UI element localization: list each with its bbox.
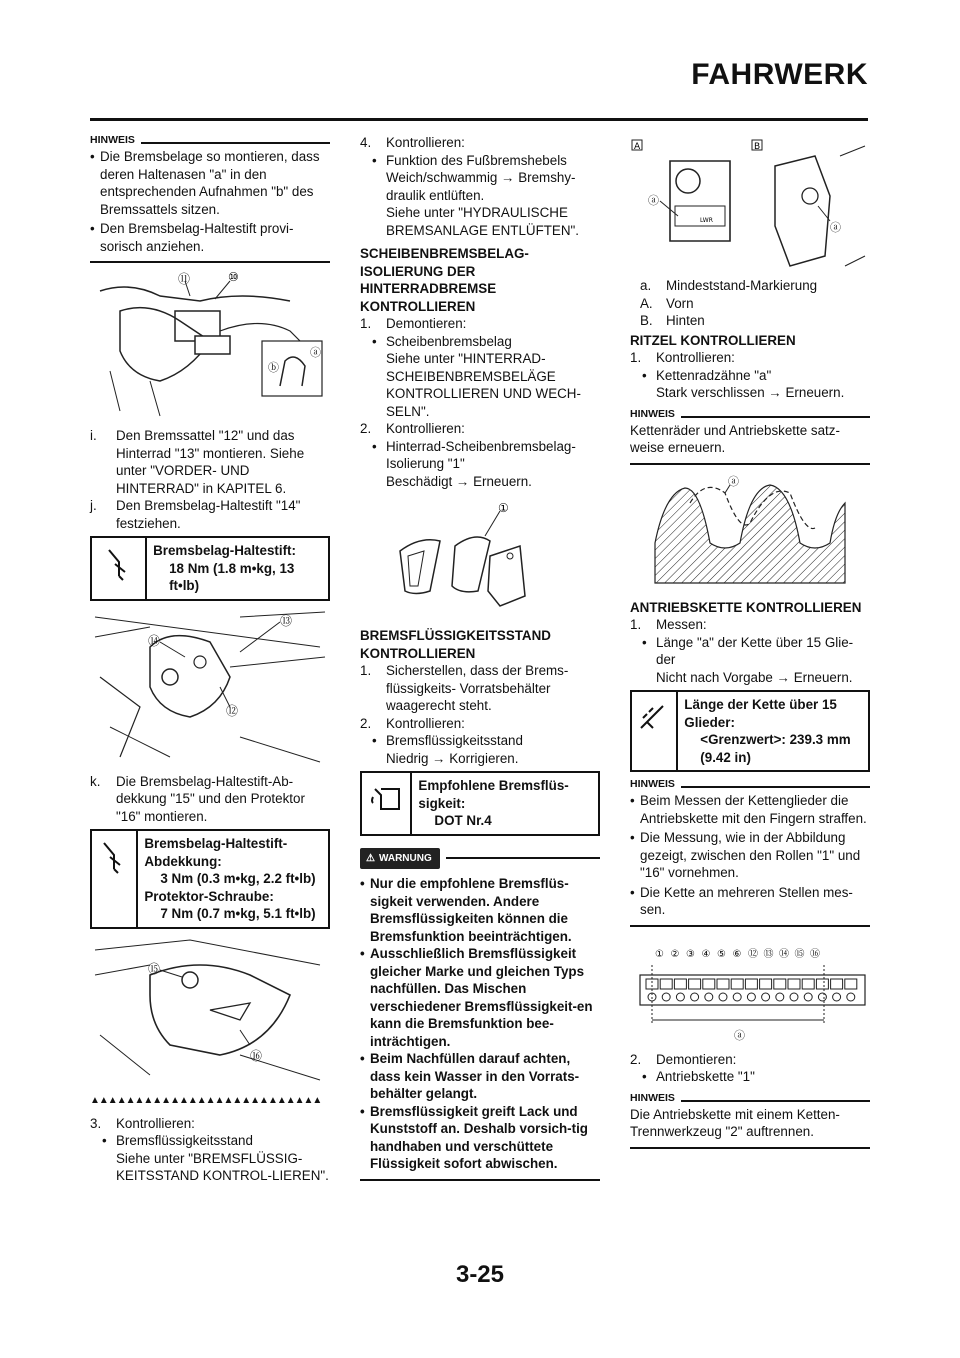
chain-roller xyxy=(691,993,699,1001)
chain-roller-label: ⑬ xyxy=(763,948,774,960)
step-i: i. Den Bremssattel "12" und das Hinterrad "13" montieren. Siehe unter "VORDER- UND HINTERRAD" in KAPITEL 6. xyxy=(90,428,305,496)
limit-spec-box xyxy=(630,690,870,772)
legend-item: a. Mindeststand-Markierung xyxy=(640,278,818,293)
spec-value: 7 Nm (0.7 m•kg, 5.1 ft•lb) xyxy=(160,906,316,921)
fig-label: ⓐ xyxy=(648,194,659,207)
chain-roller-label: ③ xyxy=(686,948,695,960)
column-1 xyxy=(90,134,330,1185)
step-k: k. Die Bremsbelag-Haltestift-Ab-dekkung "15" und den Protektor "16" montieren. xyxy=(90,773,305,824)
step-2: 2. Kontrollieren: xyxy=(360,421,465,436)
step-1: 1. Kontrollieren: xyxy=(630,350,735,365)
chain-roller xyxy=(790,993,798,1001)
step-1: 1. Messen: xyxy=(630,617,707,632)
note-item: • Die Messung, wie in der Abbildung gezeigt, zwischen den Rollen "1" und "16" vornehmen. xyxy=(630,829,870,882)
section-heading: BREMSFLÜSSIGKEITSSTAND KONTROLLIEREN xyxy=(360,628,551,661)
protector-illustration xyxy=(90,935,330,1085)
chain-roller xyxy=(762,993,770,1001)
fig-label: ⑩ xyxy=(228,271,239,284)
svg-text:LWR: LWR xyxy=(700,217,713,224)
hinweis-heading: HINWEIS xyxy=(90,134,330,146)
fig-label: ⑮ xyxy=(148,961,161,976)
section-heading: RITZEL KONTROLLIEREN xyxy=(630,332,796,348)
chain-roller-label: ⑤ xyxy=(717,948,726,960)
chain-link xyxy=(845,979,857,989)
result-text: Niedrig → Korrigieren. xyxy=(386,750,519,766)
step-2: 2. Kontrollieren: xyxy=(360,715,465,731)
chain-roller-label: ⑫ xyxy=(748,948,758,960)
fig-label: ⓑ xyxy=(268,361,279,374)
chain-roller xyxy=(847,993,855,1001)
chain-link xyxy=(731,979,743,989)
chain-link xyxy=(816,979,828,989)
note-end-rule xyxy=(630,925,870,927)
chain-roller-label: ① xyxy=(655,948,664,960)
torque-wrench-icon xyxy=(92,831,138,927)
chain-roller-label: ⑮ xyxy=(794,948,805,960)
fig-label: ① xyxy=(498,501,509,515)
note-item: • Die Kette an mehreren Stellen mes-sen. xyxy=(630,884,870,919)
bullet-item: • Funktion des Fußbremshebels xyxy=(360,152,600,170)
fig-label: ⑬ xyxy=(280,613,293,628)
warning-item: • Nur die empfohlene Bremsflüs-sigkeit verwenden. Andere Bremsflüssigkeiten können die Bremsfunktion beeinträchtigen. xyxy=(360,875,600,945)
chain-roller xyxy=(818,993,826,1001)
chain-link xyxy=(774,979,786,989)
spec-title: Protektor-Schraube: xyxy=(144,888,274,904)
torque-spec-box xyxy=(90,829,330,929)
chain-roller-label: ② xyxy=(670,948,680,960)
chain-roller xyxy=(747,993,755,1001)
chain-link xyxy=(717,979,729,989)
fig-label: ⓐ xyxy=(310,346,321,359)
note-end-rule xyxy=(630,463,870,465)
end-marker-triangles: ▲▲▲▲▲▲▲▲▲▲▲▲▲▲▲▲▲▲▲▲▲▲▲▲▲▲ xyxy=(90,1094,322,1106)
chain-roller-label: ⑥ xyxy=(732,948,742,960)
chain-link xyxy=(788,979,800,989)
note-text: Kettenräder und Antriebskette satz-weise erneuern. xyxy=(630,422,840,455)
fig-tag: A xyxy=(634,142,641,152)
chain-link xyxy=(646,979,658,989)
chain-link xyxy=(745,979,757,989)
spec-title: Länge der Kette über 15 Glieder: xyxy=(684,697,837,730)
fig-tag: B xyxy=(754,142,761,152)
step-4: 4. Kontrollieren: xyxy=(360,135,465,150)
step-2: 2. Demontieren: xyxy=(630,1051,737,1067)
section-heading: SCHEIBENBREMSBELAG-ISOLIERUNG DER HINTERRADBREMSE KONTROLLIEREN xyxy=(360,246,529,314)
spec-value: 3 Nm (0.3 m•kg, 2.2 ft•lb) xyxy=(160,871,316,886)
reference-text: Siehe unter "HYDRAULISCHE BREMSANLAGE ENTLÜFTEN". xyxy=(386,205,580,238)
legend-item: A. Vorn xyxy=(640,295,694,311)
warning-badge: ⚠ WARNUNG xyxy=(360,848,440,870)
result-text: Stark verschlissen → Erneuern. xyxy=(656,385,845,400)
warning-heading xyxy=(360,848,600,870)
result-text: Beschädigt → Erneuern. xyxy=(386,473,532,489)
result-text: Weich/schwammig → Bremshy-draulik entlüften. xyxy=(386,170,576,203)
chain-roller xyxy=(676,993,684,1001)
caliper-pad-illustration xyxy=(90,271,330,421)
chain-roller-label: ⑭ xyxy=(779,948,789,960)
note-end-rule xyxy=(630,1147,870,1149)
hinweis-heading: HINWEIS xyxy=(630,408,870,420)
torque-spec-box xyxy=(90,536,330,601)
header-rule xyxy=(90,118,868,121)
note-item: • Die Bremsbelage so montieren, dass deren Haltenasen "a" in den entsprechenden Aufnahmen "b" des Bremssattels sitzen. xyxy=(90,148,330,218)
chain-link xyxy=(831,979,843,989)
spec-title: Empfohlene Bremsflüs-sigkeit: xyxy=(418,778,569,811)
bullet-item: • Bremsflüssigkeitsstand xyxy=(360,732,600,750)
chain-roller xyxy=(776,993,784,1001)
hinweis-heading: HINWEIS xyxy=(630,778,870,790)
column-2 xyxy=(360,134,600,1189)
bullet-item: • Kettenradzähne "a" xyxy=(630,367,870,385)
legend-item: B. Hinten xyxy=(640,313,705,328)
note-item: • Den Bremsbelag-Haltestift provi-sorisch anziehen. xyxy=(90,220,330,255)
note-text: Die Antriebskette mit einem Ketten-Trennwerkzeug "2" auftrennen. xyxy=(630,1106,840,1139)
result-text: Nicht nach Vorgabe → Erneuern. xyxy=(656,669,853,685)
warning-item: • Beim Nachfüllen darauf achten, dass kein Wasser in den Vorrats-behälter gelangt. xyxy=(360,1050,600,1103)
bullet-item: • Bremsflüssigkeitsstand xyxy=(90,1132,330,1150)
warning-icon: ⚠ xyxy=(366,852,375,864)
fig-label: ⑭ xyxy=(148,633,161,648)
chain-link xyxy=(660,979,672,989)
bullet-item: • Länge "a" der Kette über 15 Glie-der xyxy=(630,634,870,669)
step-1: 1. Demontieren: xyxy=(360,316,467,331)
warning-item: • Bremsflüssigkeit greift Lack und Kunststoff an. Deshalb vorsich-tig handhaben und verschüttete Flüssigkeit sofort abwischen. xyxy=(360,1103,600,1173)
torque-wrench-icon xyxy=(92,538,147,599)
page-number: 3-25 xyxy=(455,1261,505,1288)
page-title: FAHRWERK xyxy=(691,58,868,91)
note-end-rule xyxy=(90,261,330,263)
oil-can-icon xyxy=(362,773,412,834)
reference-text: Siehe unter "BREMSFLÜSSIG-KEITSSTAND KONTROL-LIEREN". xyxy=(116,1150,329,1183)
bullet-item: • Hinterrad-Scheibenbremsbelag-Isolierung "1" xyxy=(360,438,600,473)
fig-label: ⑪ xyxy=(178,272,191,286)
chain-link xyxy=(674,979,686,989)
step-j: j. Den Bremsbelag-Haltestift "14" festziehen. xyxy=(90,498,301,531)
spec-value: 18 Nm (1.8 m•kg, 13 ft•lb) xyxy=(169,560,295,593)
chain-link xyxy=(802,979,814,989)
fig-label: ⓐ xyxy=(830,221,841,234)
step-1: 1. Sicherstellen, dass der Brems-flüssigkeits- Vorratsbehälter waagerecht steht. xyxy=(360,663,569,713)
dimension-label: ⓐ xyxy=(734,1028,745,1042)
chain-roller xyxy=(719,993,727,1001)
chain-roller-label: ④ xyxy=(701,948,711,960)
chain-roller xyxy=(705,993,713,1001)
caliper-mounted-illustration xyxy=(90,607,330,767)
column-3 xyxy=(630,134,870,1157)
spec-title: Bremsbelag-Haltestift: xyxy=(153,543,296,558)
spec-value: DOT Nr.4 xyxy=(434,813,492,828)
chain-roller xyxy=(662,993,670,1001)
chain-roller xyxy=(804,993,812,1001)
caliper-gauge-icon xyxy=(632,692,678,770)
warning-item: • Ausschließlich Bremsflüssigkeit gleicher Marke und gleichen Typs nachfüllen. Das Mischen verschiedener Bremsflüssigkeit-en kann die Bremsfunktion bee-inträchtigen. xyxy=(360,945,600,1050)
spec-value: <Grenzwert>: 239.3 mm (9.42 in) xyxy=(700,732,851,765)
fluid-reservoir-illustration xyxy=(630,136,870,271)
bullet-item: • Antriebskette "1" xyxy=(630,1068,870,1086)
chain-measurement-illustration xyxy=(630,935,870,1045)
step-3: 3. Kontrollieren: xyxy=(90,1115,195,1131)
fig-label: ⓐ xyxy=(728,474,739,488)
section-heading: ANTRIEBSKETTE KONTROLLIEREN xyxy=(630,599,862,615)
spec-title: Bremsbelag-Haltestift-Abdekkung: xyxy=(144,836,288,869)
hinweis-heading: HINWEIS xyxy=(630,1092,870,1104)
chain-link xyxy=(760,979,772,989)
chain-roller xyxy=(733,993,741,1001)
reference-text: Siehe unter "HINTERRAD-SCHEIBENBREMSBELÄGE KONTROLLIEREN UND WECH-SELN". xyxy=(386,351,581,419)
bullet-item: • Scheibenbremsbelag xyxy=(360,333,600,351)
fig-label: ⑯ xyxy=(250,1048,263,1063)
chain-link xyxy=(689,979,701,989)
brake-pad-insulator-illustration xyxy=(360,496,600,621)
warning-end-rule xyxy=(360,1179,600,1181)
fluid-spec-box xyxy=(360,771,600,836)
fig-label: ⑫ xyxy=(226,703,239,718)
chain-roller xyxy=(833,993,841,1001)
sprocket-teeth-illustration xyxy=(630,473,870,593)
note-item: • Beim Messen der Kettenglieder die Antriebskette mit den Fingern straffen. xyxy=(630,792,870,827)
chain-roller-label: ⑯ xyxy=(810,948,820,960)
chain-link xyxy=(703,979,715,989)
